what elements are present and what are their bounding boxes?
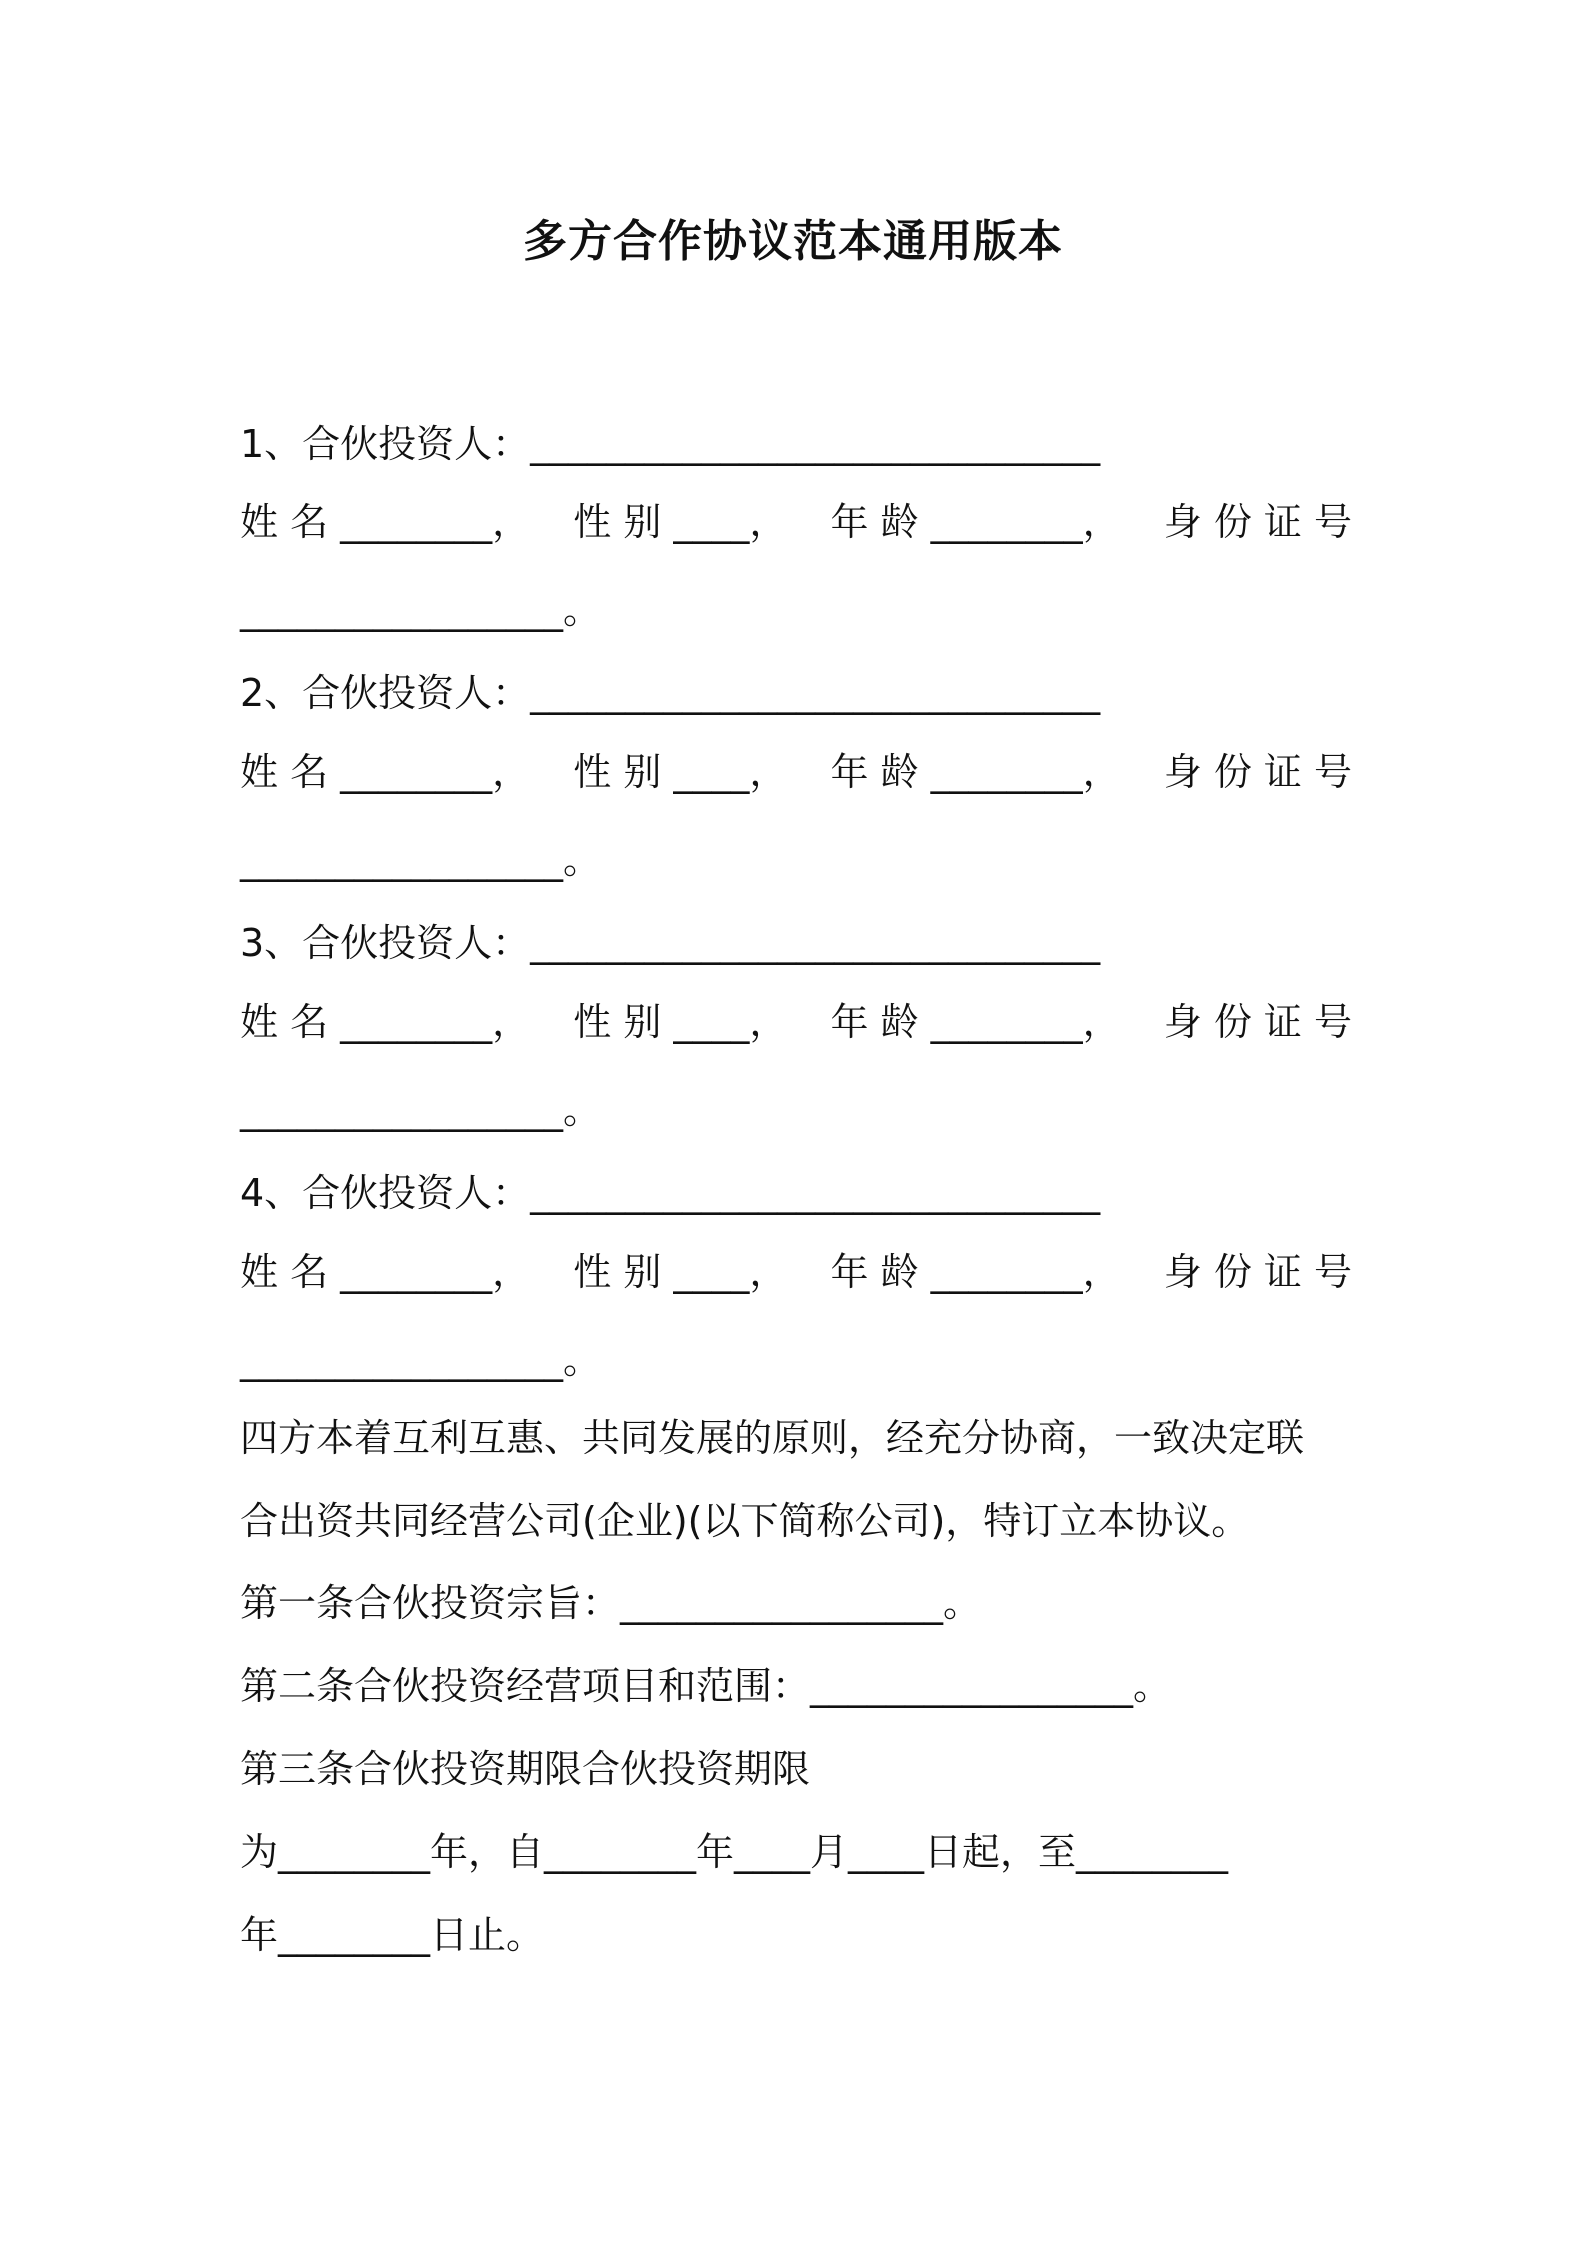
partner-4-id-line: _________________。 (240, 1338, 602, 1382)
partner-3-gender-field: 性 别 ____， (573, 1000, 788, 1044)
article-3-end-line: 年________日止。 (240, 1913, 545, 1957)
partner-2-age-field: 年 龄 ________， (830, 750, 1121, 794)
partner-3-age-field: 年 龄 ________， (830, 1000, 1121, 1044)
article-3-term-line: 为________年，自________年____月____日起，至________ (240, 1830, 1229, 1874)
partner-2-id-label: 身 份 证 号 (1163, 750, 1352, 794)
partner-3-name-field: 姓 名 ________， (240, 1000, 531, 1044)
partner-1-header: 1、合伙投资人：______________________________ (240, 422, 1101, 466)
article-2: 第二条合伙投资经营项目和范围：_________________。 (240, 1664, 1172, 1708)
partner-2-id-line: _________________。 (240, 838, 602, 882)
partner-3-header: 3、合伙投资人：______________________________ (240, 921, 1101, 965)
partner-3-info (240, 996, 1352, 1048)
partner-2-info (240, 746, 1352, 798)
partner-1-age-field: 年 龄 ________， (830, 500, 1121, 544)
partner-1-gender-field: 性 别 ____， (573, 500, 788, 544)
partner-4-gender-field: 性 别 ____， (573, 1250, 788, 1294)
partner-4-name-field: 姓 名 ________， (240, 1250, 531, 1294)
partner-4-age-field: 年 龄 ________， (830, 1250, 1121, 1294)
article-1: 第一条合伙投资宗旨：_________________。 (240, 1581, 982, 1625)
partner-4-id-label: 身 份 证 号 (1163, 1250, 1352, 1294)
preamble-line-2: 合出资共同经营公司(企业)(以下简称公司)，特订立本协议。 (240, 1499, 1250, 1543)
partner-2-header: 2、合伙投资人：______________________________ (240, 671, 1101, 715)
partner-2-gender-field: 性 别 ____， (573, 750, 788, 794)
document-title: 多方合作协议范本通用版本 (523, 216, 1063, 267)
partner-1-info (240, 496, 1352, 548)
partner-1-id-label: 身 份 证 号 (1163, 500, 1352, 544)
preamble-line-1: 四方本着互利互惠、共同发展的原则，经充分协商，一致决定联 (240, 1416, 1305, 1460)
partner-3-id-line: _________________。 (240, 1088, 602, 1132)
article-3-heading: 第三条合伙投资期限合伙投资期限 (240, 1747, 811, 1791)
partner-4-info (240, 1246, 1352, 1298)
partner-1-id-line: _________________。 (240, 588, 602, 632)
partner-4-header: 4、合伙投资人：______________________________ (240, 1171, 1101, 1215)
partner-1-name-field: 姓 名 ________， (240, 500, 531, 544)
partner-2-name-field: 姓 名 ________， (240, 750, 531, 794)
partner-3-id-label: 身 份 证 号 (1163, 1000, 1352, 1044)
